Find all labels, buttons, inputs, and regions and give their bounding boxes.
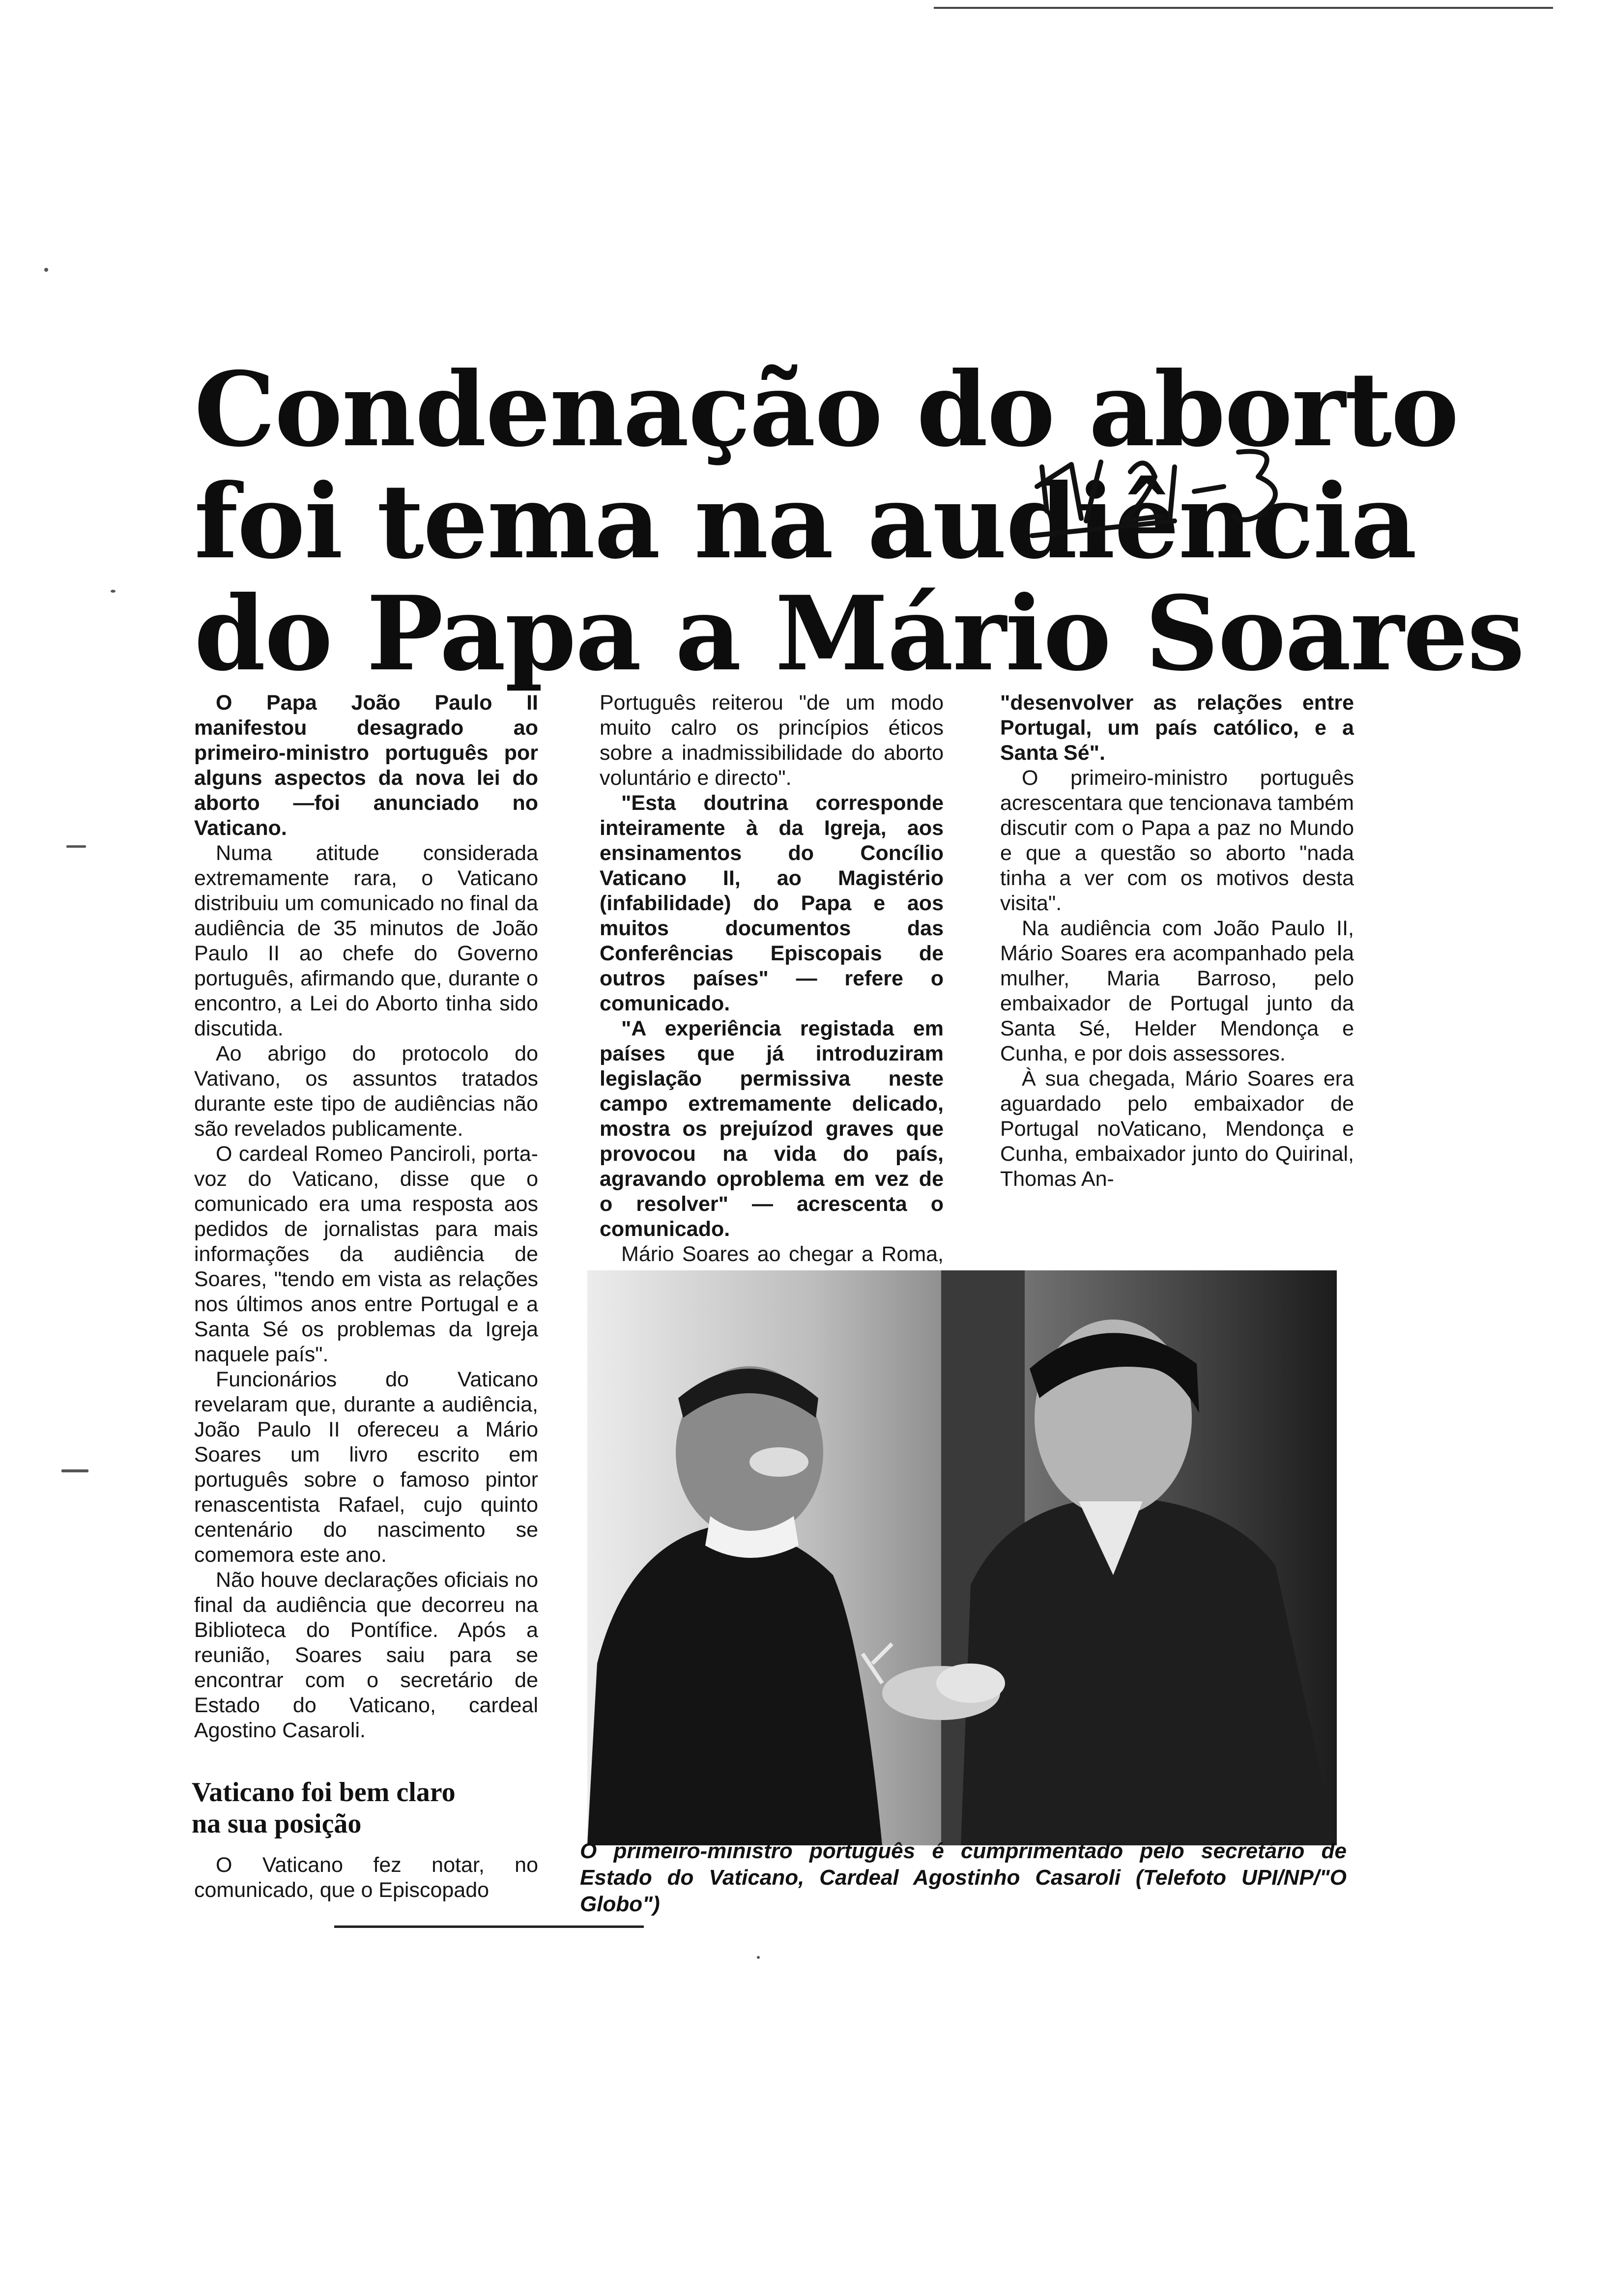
paragraph: Mário Soares ao chegar a Roma, <box>621 1242 944 1266</box>
paragraph: À sua chegada, Mário Soares era aguardado pelo embaixador de Portugal noVaticano, Mendonça e Cunha, embaixador junto do Quirinal, Thomas An- <box>1000 1067 1354 1191</box>
scan-speck <box>44 268 48 272</box>
headline-line-1: Condenação do aborto <box>194 350 1458 470</box>
paragraph: Ao abrigo do protocolo do Vativano, os assuntos tratados durante este tipo de audiências não são revelados publicamente. <box>194 1042 538 1141</box>
subheading-line-1: Vaticano foi bem claro <box>192 1777 456 1808</box>
paragraph: O primeiro-ministro português acrescentara que tencionava também discutir com o Papa a paz no Mundo e que a questão so aborto "nada tinha a ver com os motivos desta visita". <box>1000 766 1354 915</box>
headline-line-2: foi tema na audiência <box>194 462 1416 582</box>
subheading-line-2: na sua posição <box>192 1808 362 1839</box>
news-photo <box>587 1270 1337 1845</box>
photo-caption: O primeiro-ministro português é cumprimentado pelo secretário de Estado do Vaticano, Cardeal Agostinho Casaroli (Telefoto UPI/NP/"O Globo") <box>580 1839 1347 1916</box>
paragraph: O Vaticano fez notar, no comunicado, que o Episcopado <box>194 1853 538 1902</box>
scan-speck <box>66 845 86 848</box>
article-column-1-continued <box>194 1853 538 1903</box>
paragraph: Na audiência com João Paulo II, Mário Soares era acompanhado pela mulher, Maria Barroso, pelo embaixador de Portugal junto da Santa Sé, Helder Mendonça e Cunha, e por dois assessores. <box>1000 917 1354 1065</box>
paragraph: Funcionários do Vaticano revelaram que, durante a audiência, João Paulo II ofereceu a Mário Soares um livro escrito em português sobre o famoso pintor renascentista Rafael, cujo quinto centenário do nascimento se comemora este ano. <box>194 1368 538 1567</box>
subheading <box>192 1777 546 1839</box>
scan-speck <box>111 590 115 593</box>
paragraph: "Esta doutrina corresponde inteiramente à da Igreja, aos ensinamentos do Concílio Vaticano II, ao Magistério (infabilidade) do Papa e aos muitos documentos das Conferências Episcopais de outros países" — refere o comunicado. <box>600 791 944 1015</box>
scan-speck <box>61 1469 88 1472</box>
handwritten-date-annotation <box>1027 437 1302 555</box>
article-column-1 <box>194 690 538 1743</box>
paragraph: O Papa João Paulo II manifestou desagrado ao primeiro-ministro português por alguns aspectos da nova lei do aborto —foi anunciado no Vaticano. <box>194 691 538 840</box>
paragraph: O cardeal Romeo Panciroli, porta-voz do Vaticano, disse que o comunicado era uma resposta aos pedidos de jornalistas para mais informações da audiência de Soares, "tendo em vista as relações nos últimos anos entre Portugal e a Santa Sé os problemas da Igreja naquele país". <box>194 1142 538 1366</box>
photo-illustration <box>587 1270 1337 1845</box>
article-column-2 <box>600 690 944 1292</box>
bottom-rule <box>334 1925 644 1928</box>
paragraph: Português reiterou "de um modo muito calro os princípios éticos sobre a inadmissibilidade do aborto voluntário e directo". <box>600 691 944 790</box>
scan-speck <box>757 1956 760 1959</box>
paragraph: "A experiência registada em países que já introduziram legislação permissiva neste campo extremamente delicado, mostra os prejuízod graves que provocou na vida do país, agravando oproblema em vez de o resolver" — acrescenta o comunicado. <box>600 1017 944 1241</box>
paragraph: Não houve declarações oficiais no final da audiência que decorreu na Biblioteca do Pontífice. Após a reunião, Soares saiu para se encontrar com o secretário de Estado do Vaticano, cardeal Agostino Casaroli. <box>194 1568 538 1742</box>
paragraph: "desenvolver as relações entre Portugal, um país católico, e a Santa Sé". <box>1000 691 1354 765</box>
top-rule <box>934 7 1553 9</box>
article-column-3 <box>1000 690 1354 1192</box>
headline-line-3: do Papa a Mário Soares <box>194 574 1524 694</box>
paragraph: Numa atitude considerada extremamente rara, o Vaticano distribuiu um comunicado no final da audiência de 35 minutos de João Paulo II ao chefe do Governo português, afirmando que, durante o encontro, a Lei do Aborto tinha sido discutida. <box>194 841 538 1040</box>
